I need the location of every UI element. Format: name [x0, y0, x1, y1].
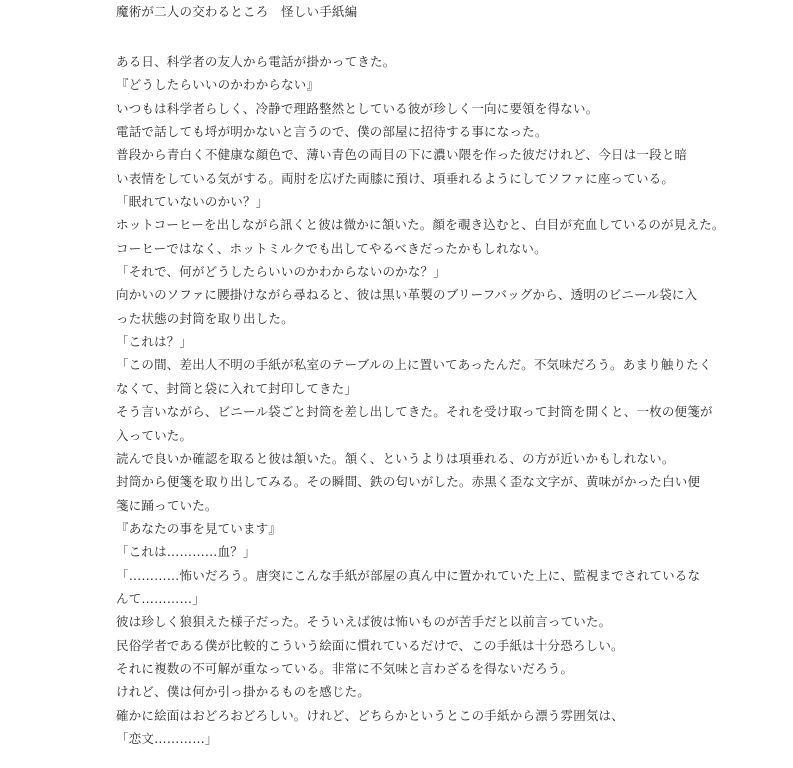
text-line: 『あなたの事を見ています』: [116, 520, 282, 536]
text-line: 「それで、何がどうしたらいいのかわからないのかな？」: [116, 264, 446, 280]
text-line: 「…………怖いだろう。唐突にこんな手紙が部屋の真ん中に置かれていた上に、監視までされているな: [116, 567, 701, 583]
text-line: いつもは科学者らしく、冷静で理路整然としている彼が珍しく一向に要領を得ない。: [116, 100, 599, 116]
text-line: 入っていた。: [116, 427, 193, 443]
text-line: なくて、封筒と袋に入れて封印してきた」: [116, 380, 358, 396]
text-line: 封筒から便箋を取り出してみる。その瞬間、鉄の匂いがした。赤黒く歪な文字が、黄味がかった白い便: [116, 474, 701, 490]
text-line: 『どうしたらいいのかわからない』: [116, 77, 320, 93]
text-line: 「恋文…………」: [116, 730, 218, 746]
text-line: ホットコーヒーを出しながら訊くと彼は微かに頷いた。顔を覗き込むと、白目が充血しているのが見えた。: [116, 217, 725, 233]
text-line: 向かいのソファに腰掛けながら尋ねると、彼は黒い革製のブリーフバッグから、透明のビニール袋に入: [116, 287, 698, 303]
text-line: コーヒーではなく、ホットミルクでも出してやるべきだったかもしれない。: [116, 240, 547, 256]
text-line: けれど、僕は何か引っ掛かるものを感じた。: [116, 684, 371, 700]
text-line: 「この間、差出人不明の手紙が私室のテーブルの上に置いてあったんだ。不気味だろう。あまり触りたく: [116, 357, 712, 373]
page-title: 魔術が二人の交わるところ 怪しい手紙編: [116, 4, 358, 19]
text-line: 「眠れていないのかい？」: [116, 194, 269, 210]
text-line: 「これは？」: [116, 334, 193, 350]
text-line: い表情をしている気がする。両肘を広げた両膝に預け、項垂れるようにしてソファに座っている。: [116, 170, 675, 186]
text-line: 彼は珍しく狼狽えた様子だった。そういえば彼は怖いものが苦手だと以前言っていた。: [116, 614, 612, 630]
text-line: 読んで良いか確認を取ると彼は頷いた。頷く、というよりは項垂れる、の方が近いかもしれない。: [116, 450, 675, 466]
text-line: それに複数の不可解が重なっている。非常に不気味と言わざるを得ないだろう。: [116, 660, 574, 676]
text-line: 「これは…………血？」: [116, 544, 256, 560]
text-line: 箋に踊っていた。: [116, 497, 218, 513]
text-line: そう言いながら、ビニール袋ごと封筒を差し出してきた。それを受け取って封筒を開くと、一枚の便箋が: [116, 404, 713, 420]
text-line: んて…………」: [116, 590, 205, 606]
story-body: [116, 50, 776, 750]
text-line: った状態の封筒を取り出した。: [116, 310, 294, 326]
text-line: ある日、科学者の友人から電話が掛かってきた。: [116, 54, 396, 69]
text-line: 電話で話しても埒が明かないと言うので、僕の部屋に招待する事になった。: [116, 124, 548, 140]
text-line: 普段から青白く不健康な顔色で、薄い青色の両目の下に濃い隈を作った彼だけれど、今日は一段と暗: [116, 147, 688, 163]
text-line: 民俗学者である僕が比較的こういう絵面に慣れているだけで、この手紙は十分恐ろしい。: [116, 637, 624, 653]
text-line: 確かに絵面はおどろおどろしい。けれど、どちらかというとこの手紙から漂う雰囲気は、: [116, 707, 625, 723]
